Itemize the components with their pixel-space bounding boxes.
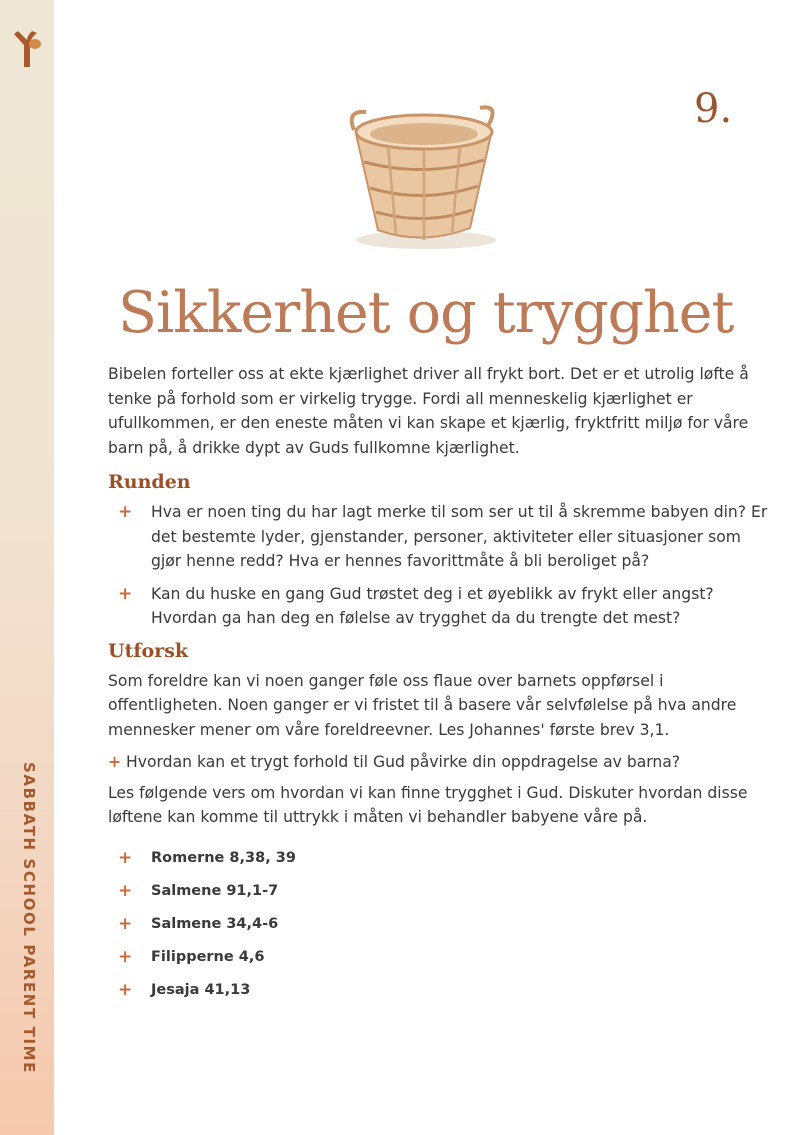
list-item: [108, 912, 768, 945]
instruction-paragraph: Les følgende vers om hvordan vi kan finne trygghet i Gud. Diskuter hvordan disse løftene kan komme til uttrykk i måten vi behandler babyene våre på.: [108, 783, 748, 826]
verse-reference: Romerne 8,38, 39: [151, 849, 296, 866]
question-text: Hva er noen ting du har lagt merke til som ser ut til å skremme babyen din? Er det bestemte lyder, gjenstander, personer, aktiviteter eller situasjoner som gjør henne redd? Hva er hennes favorittmåte å bli beroliget på?: [151, 503, 768, 570]
section-heading-runden: Runden: [108, 471, 191, 493]
plus-icon: +: [118, 946, 133, 967]
sidebar-vertical-label: SABBATH SCHOOL PARENT TIME: [20, 762, 38, 1074]
content: [108, 362, 768, 1011]
plus-icon: +: [118, 880, 133, 901]
runden-question-list: [108, 500, 768, 631]
list-item: [108, 500, 768, 574]
verse-reference: Salmene 34,4-6: [151, 915, 279, 932]
verse-reference-list: [108, 846, 768, 1011]
basket-illustration: [338, 100, 506, 252]
list-item: [108, 945, 768, 978]
section-heading-utforsk: Utforsk: [108, 639, 189, 662]
leaf-logo-icon: [11, 28, 43, 68]
page-title: Sikkerhet og trygghet: [118, 280, 734, 346]
page-number: 9.: [694, 86, 733, 132]
question-text: Kan du huske en gang Gud trøstet deg i et øyeblikk av frykt eller angst? Hvordan ga han deg en følelse av trygghet da du trengte det mest?: [151, 584, 714, 627]
list-item: [108, 879, 768, 912]
plus-icon: +: [118, 502, 133, 522]
plus-icon: +: [118, 979, 133, 1000]
plus-icon: +: [118, 913, 133, 934]
list-item: [108, 582, 768, 631]
list-item: [108, 846, 768, 879]
sidebar: [0, 0, 54, 1135]
list-item: [108, 978, 768, 1011]
explore-question-text: Hvordan kan et trygt forhold til Gud påvirke din oppdragelse av barna?: [126, 753, 681, 771]
plus-icon: +: [108, 753, 122, 771]
plus-icon: +: [118, 583, 133, 604]
explore-paragraph: Som foreldre kan vi noen ganger føle oss flaue over barnets oppførsel i offentligheten. Noen ganger er vi fristet til å basere vår selvfølelse på hva andre mennesker mener om våre foreldreevner. Les Johannes' første brev 3,1.: [108, 671, 737, 739]
intro-paragraph: Bibelen forteller oss at ekte kjærlighet driver all frykt bort. Det er et utrolig løfte å tenke på forhold som er virkelig trygge. Fordi all menneskelig kjærlighet er ufullkommen, er den eneste måten vi kan skape et kjærlig, fryktfritt miljø for våre barn på, å drikke dypt av Guds fullkomne kjærlighet.: [108, 365, 749, 457]
plus-icon: +: [118, 847, 133, 868]
verse-reference: Jesaja 41,13: [151, 981, 251, 998]
verse-reference: Salmene 91,1-7: [151, 882, 279, 899]
explore-question: [108, 750, 768, 775]
verse-reference: Filipperne 4,6: [151, 948, 265, 965]
